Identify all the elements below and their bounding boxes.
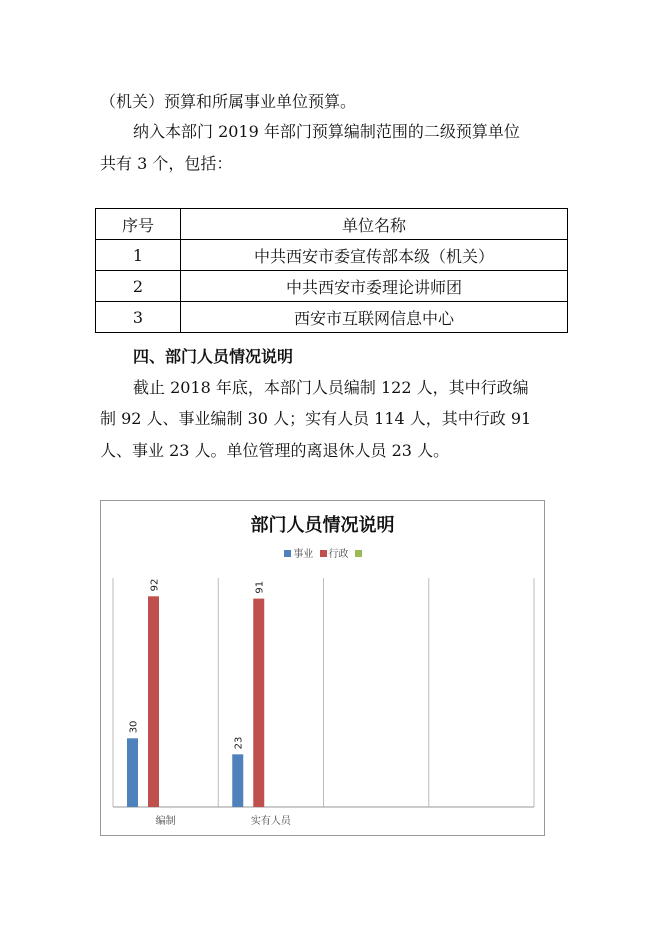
paragraph-line: 纳入本部门 2019 年部门预算编制范围的二级预算单位 — [133, 122, 520, 141]
bar — [148, 596, 159, 807]
category-label: 实有人员 — [250, 816, 291, 827]
paragraph-line: 共有 3 个，包括： — [100, 154, 233, 173]
bar — [127, 738, 138, 807]
category-label: 编制 — [155, 816, 176, 827]
table-row — [96, 302, 568, 333]
table-header-row — [96, 209, 568, 240]
table-row — [96, 240, 568, 271]
data-label: 91 — [254, 580, 266, 594]
budget-units-table — [95, 208, 568, 333]
data-label: 23 — [233, 736, 245, 750]
header-cell: 序号 — [96, 209, 181, 240]
data-label: 30 — [128, 720, 140, 734]
bar — [253, 599, 264, 807]
paragraph-line: 人、事业 23 人。单位管理的离退休人员 23 人。 — [100, 441, 450, 460]
cell: 2 — [96, 271, 181, 302]
plot-area — [101, 501, 546, 837]
cell: 中共西安市委宣传部本级（机关） — [181, 240, 568, 271]
legend-label: 事业 — [293, 549, 314, 560]
table-row — [96, 271, 568, 302]
bar — [232, 754, 243, 807]
cell: 3 — [96, 302, 181, 333]
legend-label: 行政 — [328, 549, 349, 560]
data-label: 92 — [149, 578, 161, 592]
cell: 西安市互联网信息中心 — [181, 302, 568, 333]
staff-bar-chart — [100, 500, 545, 836]
cell: 1 — [96, 240, 181, 271]
paragraph-line: （机关）预算和所属事业单位预算。 — [100, 92, 357, 111]
paragraph-line: 制 92 人、事业编制 30 人；实有人员 114 人，其中行政 91 — [100, 409, 532, 428]
chart-title: 部门人员情况说明 — [250, 515, 395, 536]
paragraph-line: 截止 2018 年底，本部门人员编制 122 人，其中行政编 — [133, 378, 529, 397]
section-heading: 四、部门人员情况说明 — [133, 347, 294, 366]
cell: 中共西安市委理论讲师团 — [181, 271, 568, 302]
header-cell: 单位名称 — [181, 209, 568, 240]
